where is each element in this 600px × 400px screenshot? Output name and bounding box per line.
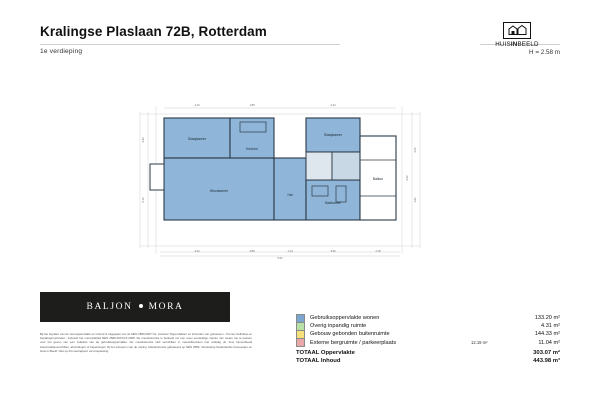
logo-text-3: BEELD (517, 41, 539, 48)
svg-text:2.05: 2.05 (414, 147, 417, 153)
svg-text:6.15: 6.15 (142, 197, 145, 203)
svg-text:3.42: 3.42 (194, 250, 200, 253)
svg-text:Keuken: Keuken (246, 147, 258, 151)
legend-value: 4.31 m² (541, 323, 560, 330)
svg-text:Hal: Hal (287, 193, 293, 197)
legend-value: 133.20 m² (534, 315, 560, 322)
disclaimer-text: Bij het bepalen van de vloeroppervlakte en inhoud is uitgegaan van de NEN 2580:2007 NL, inclusief 'Oppervlakten en inhouden van gebouwen - Termen definities en bepalingsmethoden', inclusief het correctieblad NEN 2580:2007/C1:2008. De meetinstructie is bedoeld om een meer eenduidige manier van meten toe te passen voor het geven van een indicatie van de gebruiksoppervlakte. De meetinstructie sluit verschillen in meetuitkomsten niet volledig uit, door bijvoorbeeld interpretatieverschillen, afrondingen of beperkingen bij het uitvoeren van de meting. Meetinstructie gebaseerd op NEN 2580. Verwerking Nederlandse bemeesten en Huis in Beeld. Niet op dit meetrapport van toepassing. (40, 332, 252, 353)
svg-text:1.24: 1.24 (287, 250, 293, 253)
agency-name (87, 302, 184, 312)
svg-text:Balkon: Balkon (372, 177, 384, 181)
logo-text-2: IN (510, 41, 518, 48)
totals-row (296, 357, 560, 365)
svg-text:1.85: 1.85 (249, 104, 255, 107)
svg-text:Woonkamer: Woonkamer (209, 189, 229, 193)
totals-label: TOTAAL Oppervlakte (296, 350, 355, 356)
svg-text:1.62: 1.62 (414, 197, 417, 203)
house-icon (503, 22, 531, 39)
logo-text (474, 41, 560, 48)
svg-text:2.44: 2.44 (330, 104, 336, 107)
svg-text:2.86: 2.86 (249, 250, 255, 253)
legend-label: Gebouw gebonden buitenruimte (310, 331, 390, 338)
svg-text:4.52: 4.52 (406, 175, 409, 181)
totals-label: TOTAAL Inhoud (296, 358, 341, 364)
agency-name-right: MORA (148, 302, 184, 312)
agency-logo-bar (40, 292, 230, 322)
svg-text:Slaapkamer: Slaapkamer (323, 133, 343, 137)
header-divider-left (40, 44, 340, 45)
logo (474, 22, 560, 48)
legend-value: 144.33 m² (534, 331, 560, 338)
legend-item (296, 314, 560, 322)
totals (296, 349, 560, 365)
svg-text:2.18: 2.18 (375, 250, 381, 253)
svg-text:Badkamer: Badkamer (325, 201, 341, 205)
legend-label: Externe bergruimte / parkeerplaats (310, 339, 397, 346)
totals-value: 303.07 m² (533, 350, 560, 356)
legend (296, 314, 560, 347)
legend-item (296, 339, 560, 347)
totals-row (296, 349, 560, 357)
agency-name-left: BALJON (86, 302, 133, 312)
svg-text:3.95: 3.95 (330, 250, 336, 253)
legend-item (296, 330, 560, 338)
floorplan (120, 100, 440, 260)
legend-item (296, 322, 560, 330)
svg-text:Slaapkamer: Slaapkamer (187, 137, 207, 141)
svg-text:5.62: 5.62 (277, 257, 283, 260)
legend-label: Overig inpandig ruimte (310, 323, 367, 330)
page-title: Kralingse Plaslaan 72B, Rotterdam (40, 24, 267, 39)
legend-label: Gebruiksoppervlakte wonen (310, 315, 380, 322)
legend-note: 12.19 m² (471, 339, 488, 345)
logo-text-1: HUIS (495, 41, 511, 48)
legend-swatch-bergruimte (296, 338, 305, 347)
ceiling-height-label: H = 2.58 m (529, 49, 560, 56)
svg-text:4.10: 4.10 (194, 104, 200, 107)
svg-text:3.30: 3.30 (142, 137, 145, 143)
bullet-icon (139, 304, 143, 308)
totals-value: 443.98 m³ (533, 358, 560, 364)
page-subtitle: 1e verdieping (40, 48, 83, 55)
legend-value: 11.04 m² (538, 339, 560, 346)
